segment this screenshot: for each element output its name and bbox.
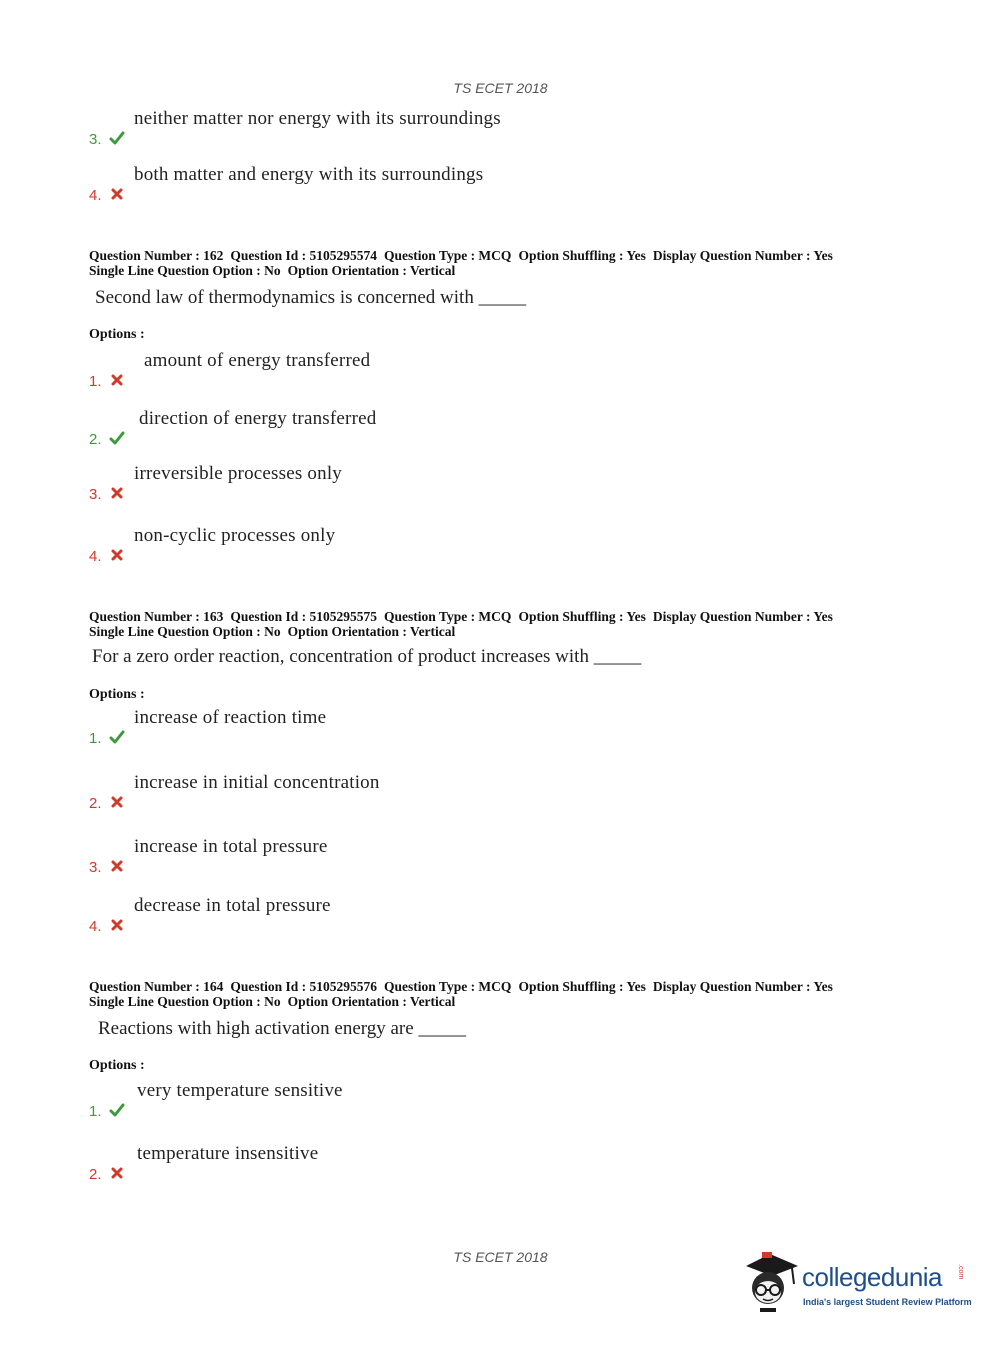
option-text: amount of energy transferred: [144, 350, 371, 371]
meta-line-2: [89, 624, 909, 639]
option-row: [89, 772, 789, 812]
option-row: [89, 463, 789, 503]
option-row: [89, 895, 789, 935]
option-row: [89, 350, 789, 390]
cross-icon: [109, 794, 125, 810]
question-meta: [89, 248, 909, 278]
option-number: 1.: [89, 1103, 102, 1120]
meta-line-1: [89, 979, 909, 994]
option-row: [89, 707, 789, 747]
option-text: temperature insensitive: [137, 1143, 319, 1164]
page-header: TS ECET 2018: [453, 80, 548, 96]
meta-line-2: [89, 994, 909, 1009]
options-label: Options :: [89, 687, 145, 702]
meta-field: Display Question Number : Yes: [652, 248, 833, 263]
option-number: 4.: [89, 187, 102, 204]
option-row: [89, 525, 789, 565]
meta-field: Single Line Question Option : No: [89, 994, 281, 1009]
meta-field: Option Shuffling : Yes: [518, 979, 646, 994]
option-number: 4.: [89, 548, 102, 565]
check-icon: [109, 1102, 125, 1118]
meta-field: Option Orientation : Vertical: [287, 263, 456, 278]
meta-field: Display Question Number : Yes: [652, 979, 833, 994]
option-row: [89, 1143, 789, 1183]
option-number: 2.: [89, 431, 102, 448]
meta-field: Question Id : 5105295575: [230, 609, 378, 624]
question-meta: [89, 609, 909, 639]
question-text: Reactions with high activation energy are _____: [98, 1018, 466, 1039]
meta-field: Question Number : 164: [89, 979, 224, 994]
option-number: 3.: [89, 859, 102, 876]
option-number: 3.: [89, 131, 102, 148]
page-footer: TS ECET 2018: [453, 1249, 548, 1265]
cross-icon: [109, 1165, 125, 1181]
options-label: Options :: [89, 327, 145, 342]
cross-icon: [109, 917, 125, 933]
option-text: direction of energy transferred: [139, 408, 377, 429]
option-text: increase in total pressure: [134, 836, 328, 857]
check-icon: [109, 130, 125, 146]
option-text: decrease in total pressure: [134, 895, 331, 916]
options-label: Options :: [89, 1058, 145, 1073]
question-meta: [89, 979, 909, 1009]
meta-line-2: [89, 263, 909, 278]
option-row: [89, 108, 789, 148]
cross-icon: [109, 372, 125, 388]
option-number: 1.: [89, 373, 102, 390]
meta-field: Option Orientation : Vertical: [287, 994, 456, 1009]
cross-icon: [109, 485, 125, 501]
option-number: 2.: [89, 1166, 102, 1183]
meta-field: Option Orientation : Vertical: [287, 624, 456, 639]
question-text: Second law of thermodynamics is concerned with _____: [95, 287, 527, 308]
option-number: 3.: [89, 486, 102, 503]
meta-field: Question Id : 5105295576: [230, 979, 378, 994]
option-row: [89, 1080, 789, 1120]
cross-icon: [109, 186, 125, 202]
logo-brand: collegedunia: [802, 1262, 943, 1292]
option-text: non-cyclic processes only: [134, 525, 336, 546]
mascot-icon: [740, 1250, 802, 1320]
meta-field: Single Line Question Option : No: [89, 263, 281, 278]
option-text: very temperature sensitive: [137, 1080, 343, 1101]
meta-field: Question Number : 162: [89, 248, 224, 263]
option-number: 4.: [89, 918, 102, 935]
option-text: increase of reaction time: [134, 707, 327, 728]
option-text: both matter and energy with its surroundings: [134, 164, 484, 185]
meta-line-1: [89, 609, 909, 624]
cross-icon: [109, 858, 125, 874]
meta-field: Question Number : 163: [89, 609, 224, 624]
check-icon: [109, 430, 125, 446]
meta-field: Question Type : MCQ: [384, 979, 512, 994]
option-text: increase in initial concentration: [134, 772, 380, 793]
option-number: 1.: [89, 730, 102, 747]
option-text: irreversible processes only: [134, 463, 342, 484]
meta-line-1: [89, 248, 909, 263]
meta-field: Display Question Number : Yes: [652, 609, 833, 624]
meta-field: Option Shuffling : Yes: [518, 609, 646, 624]
meta-field: Question Id : 5105295574: [230, 248, 378, 263]
meta-field: Question Type : MCQ: [384, 248, 512, 263]
logo-tagline: India's largest Student Review Platform: [803, 1297, 972, 1307]
option-text: neither matter nor energy with its surroundings: [134, 108, 501, 129]
cross-icon: [109, 547, 125, 563]
question-text: For a zero order reaction, concentration of product increases with _____: [92, 646, 642, 667]
check-icon: [109, 729, 125, 745]
collegedunia-logo[interactable]: [740, 1250, 970, 1320]
option-row: [89, 836, 789, 876]
meta-field: Question Type : MCQ: [384, 609, 512, 624]
meta-field: Single Line Question Option : No: [89, 624, 281, 639]
option-number: 2.: [89, 795, 102, 812]
logo-dotcom: .com: [957, 1264, 964, 1280]
option-row: [89, 164, 789, 204]
option-row: [89, 408, 789, 448]
meta-field: Option Shuffling : Yes: [518, 248, 646, 263]
